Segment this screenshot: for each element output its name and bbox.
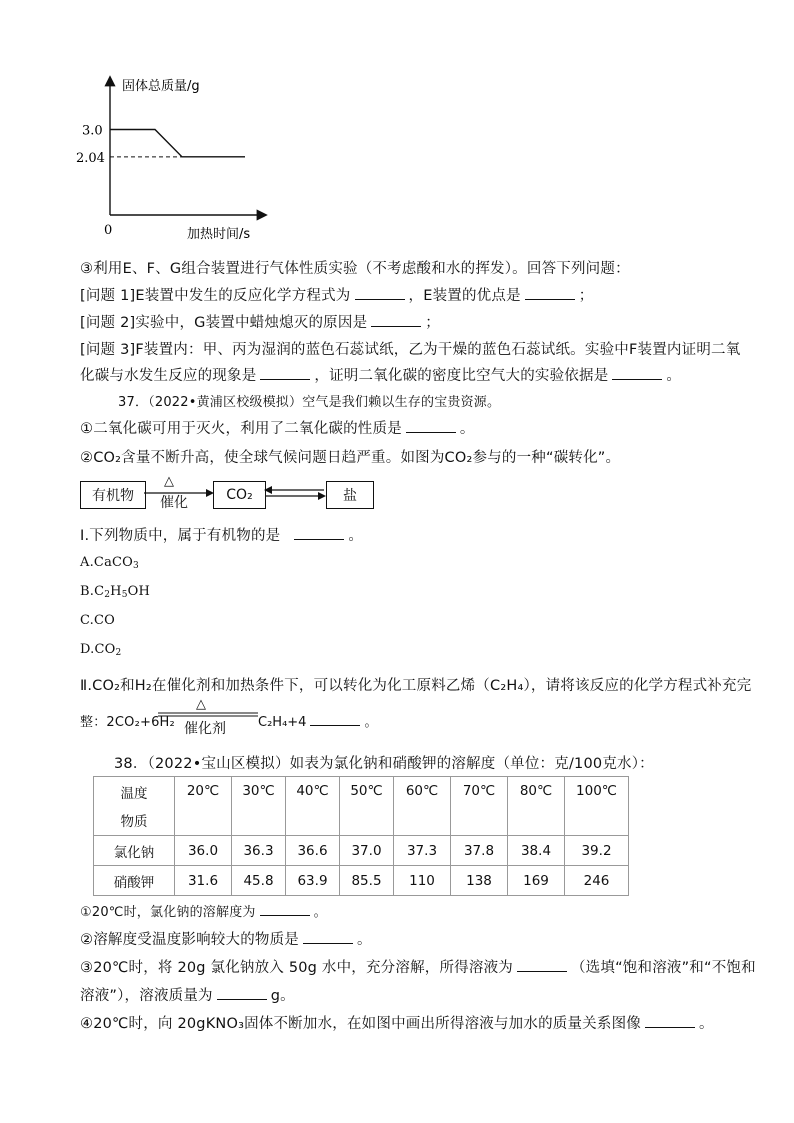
box-salt: 盐 — [326, 481, 374, 509]
table-cell: 85.5 — [340, 866, 394, 896]
table-cell: 36.6 — [286, 836, 340, 866]
table-cell: 63.9 — [286, 866, 340, 896]
q37-part1-end: 。 — [459, 421, 475, 437]
table-row — [94, 836, 629, 866]
corner-temperature: 温度 — [120, 786, 148, 802]
q38-q1-end: 。 — [313, 905, 327, 920]
q38-q3-text-d: g。 — [270, 988, 295, 1004]
q37-question-I — [80, 524, 363, 545]
header-temp: 80℃ — [508, 777, 565, 836]
answer-blank[interactable] — [525, 287, 575, 300]
answer-blank[interactable] — [303, 931, 353, 944]
table-row — [94, 866, 629, 896]
arrow-organic-to-co2 — [144, 480, 214, 510]
header-temp: 60℃ — [394, 777, 451, 836]
y-tick-label-3.0: 3.0 — [82, 123, 103, 139]
header-temp: 50℃ — [340, 777, 394, 836]
q37-part1 — [80, 417, 475, 438]
table-cell: 37.3 — [394, 836, 451, 866]
q36-p3-text-a: 化碳与水发生反应的现象是 — [80, 368, 257, 384]
solubility-table — [93, 776, 629, 896]
answer-blank[interactable] — [371, 314, 421, 327]
table-cell: 138 — [451, 866, 508, 896]
q37-part1-text: ①二氧化碳可用于灭火，利用了二氧化碳的性质是 — [80, 421, 402, 437]
table-cell: 246 — [565, 866, 629, 896]
equation-end: 。 — [364, 715, 378, 730]
q38-q3-text-c: 溶液”），溶液质量为 — [80, 988, 213, 1004]
q38-q4-end: 。 — [698, 1016, 714, 1032]
q38-q1-text: ①20℃时，氯化钠的溶解度为 — [80, 905, 256, 920]
row-name: 硝酸钾 — [94, 866, 175, 896]
equation-product: C₂H₄+4 — [258, 715, 307, 730]
header-temp: 100℃ — [565, 777, 629, 836]
table-cell: 169 — [508, 866, 565, 896]
table-cell: 31.6 — [175, 866, 232, 896]
q36-problem2 — [80, 311, 440, 332]
table-corner — [94, 777, 175, 836]
table-cell: 39.2 — [565, 836, 629, 866]
header-temp: 20℃ — [175, 777, 232, 836]
equation-heat-symbol: △ — [196, 697, 206, 712]
condition-catalyst: 催化 — [160, 495, 188, 511]
q36-problem3-line2 — [80, 364, 681, 385]
option-c[interactable]: C.CO — [80, 613, 116, 628]
q36-problem1 — [80, 284, 593, 305]
answer-blank[interactable] — [406, 420, 456, 433]
answer-blank[interactable] — [310, 713, 360, 726]
q38-q2-text: ②溶解度受温度影响较大的物质是 — [80, 932, 299, 948]
box-organic: 有机物 — [80, 481, 146, 509]
origin-label: 0 — [104, 223, 113, 238]
q37-qI-text: Ⅰ.下列物质中，属于有机物的是 — [80, 528, 281, 544]
q38-q4-text: ④20℃时，向 20gKNO₃固体不断加水，在如图中画出所得溶液与加水的质量关系图像 — [80, 1016, 641, 1032]
q36-p2-text-a: [问题 2]实验中，G装置中蜡烛熄灭的原因是 — [80, 315, 368, 331]
header-temp: 40℃ — [286, 777, 340, 836]
answer-blank[interactable] — [612, 367, 662, 380]
q36-p1-text-b: ，E装置的优点是 — [408, 288, 521, 304]
header-temp: 70℃ — [451, 777, 508, 836]
row-name: 氯化钠 — [94, 836, 175, 866]
q38-part1 — [80, 901, 327, 920]
table-cell: 36.0 — [175, 836, 232, 866]
q36-problem3-line1: [问题 3]F装置内：甲、丙为湿润的蓝色石蕊试纸，乙为干燥的蓝色石蕊试纸。实验中F装置内证明二氧 — [80, 342, 741, 358]
option-b[interactable]: $B.C_2H_5OH$ — [80, 584, 151, 600]
y-axis-label: 固体总质量/g — [122, 79, 200, 94]
answer-blank[interactable] — [294, 527, 344, 540]
answer-blank[interactable] — [217, 987, 267, 1000]
answer-blank[interactable] — [260, 903, 310, 916]
table-cell: 37.0 — [340, 836, 394, 866]
q37-equation-right — [258, 711, 377, 730]
table-cell: 37.8 — [451, 836, 508, 866]
q38-q3-text-b: （选填“饱和溶液”和“不饱和 — [570, 960, 756, 976]
reversible-arrow — [264, 482, 326, 506]
q37-part2: ②CO₂含量不断升高，使全球气候问题日趋严重。如图为CO₂参与的一种“碳转化”。 — [80, 450, 621, 466]
q38-q2-end: 。 — [357, 932, 372, 948]
q38-part3-line2 — [80, 984, 295, 1005]
box-co2: CO₂ — [213, 481, 266, 509]
q37-qI-end: 。 — [348, 528, 364, 544]
q37-head: 37．（2022•黄浦区校级模拟）空气是我们赖以生存的宝贵资源。 — [118, 395, 501, 410]
q36-p1-text-c: ； — [578, 288, 594, 304]
header-temp: 30℃ — [232, 777, 286, 836]
answer-blank[interactable] — [517, 959, 567, 972]
q38-part4 — [80, 1012, 714, 1033]
option-d[interactable]: $D.CO_2$ — [80, 642, 122, 658]
table-cell: 38.4 — [508, 836, 565, 866]
table-cell: 110 — [394, 866, 451, 896]
table-cell: 45.8 — [232, 866, 286, 896]
answer-blank[interactable] — [260, 367, 310, 380]
mass-time-chart — [60, 70, 300, 250]
condition-heat-symbol: △ — [164, 474, 174, 489]
q38-part2 — [80, 928, 372, 949]
q38-q3-text-a: ③20℃时，将 20g 氯化钠放入 50g 水中，充分溶解，所得溶液为 — [80, 960, 513, 976]
q36-p1-text-a: [问题 1]E装置中发生的反应化学方程式为 — [80, 288, 351, 304]
answer-blank[interactable] — [355, 287, 405, 300]
q37-question-II-line1: Ⅱ.CO₂和H₂在催化剂和加热条件下，可以转化为化工原料乙烯（C₂H₄），请将该反应的化学方程式补充完 — [80, 678, 752, 694]
series-line — [110, 130, 245, 157]
table-cell: 36.3 — [232, 836, 286, 866]
answer-blank[interactable] — [645, 1015, 695, 1028]
q37-equation-left: 整：2CO₂+6H₂ — [80, 715, 175, 730]
q36-p2-text-b: ； — [425, 315, 440, 331]
q36-p3-text-b: ，证明二氧化碳的密度比空气大的实验依据是 — [314, 368, 609, 384]
q38-head: 38．（2022•宝山区模拟）如表为氯化钠和硝酸钾的溶解度（单位：克/100克水）： — [114, 756, 654, 772]
q36-p3-text-c: 。 — [666, 368, 682, 384]
q38-part3-line1 — [80, 956, 756, 977]
x-axis-label: 加热时间/s — [187, 227, 251, 242]
y-tick-label-2.04: 2.04 — [76, 150, 105, 166]
equation-catalyst: 催化剂 — [184, 721, 226, 737]
q36-part3: ③利用E、F、G组合装置进行气体性质实验（不考虑酸和水的挥发）。回答下列问题： — [80, 261, 630, 277]
option-a[interactable]: A.CaCO$_3$ — [80, 555, 139, 571]
corner-substance: 物质 — [120, 814, 148, 830]
